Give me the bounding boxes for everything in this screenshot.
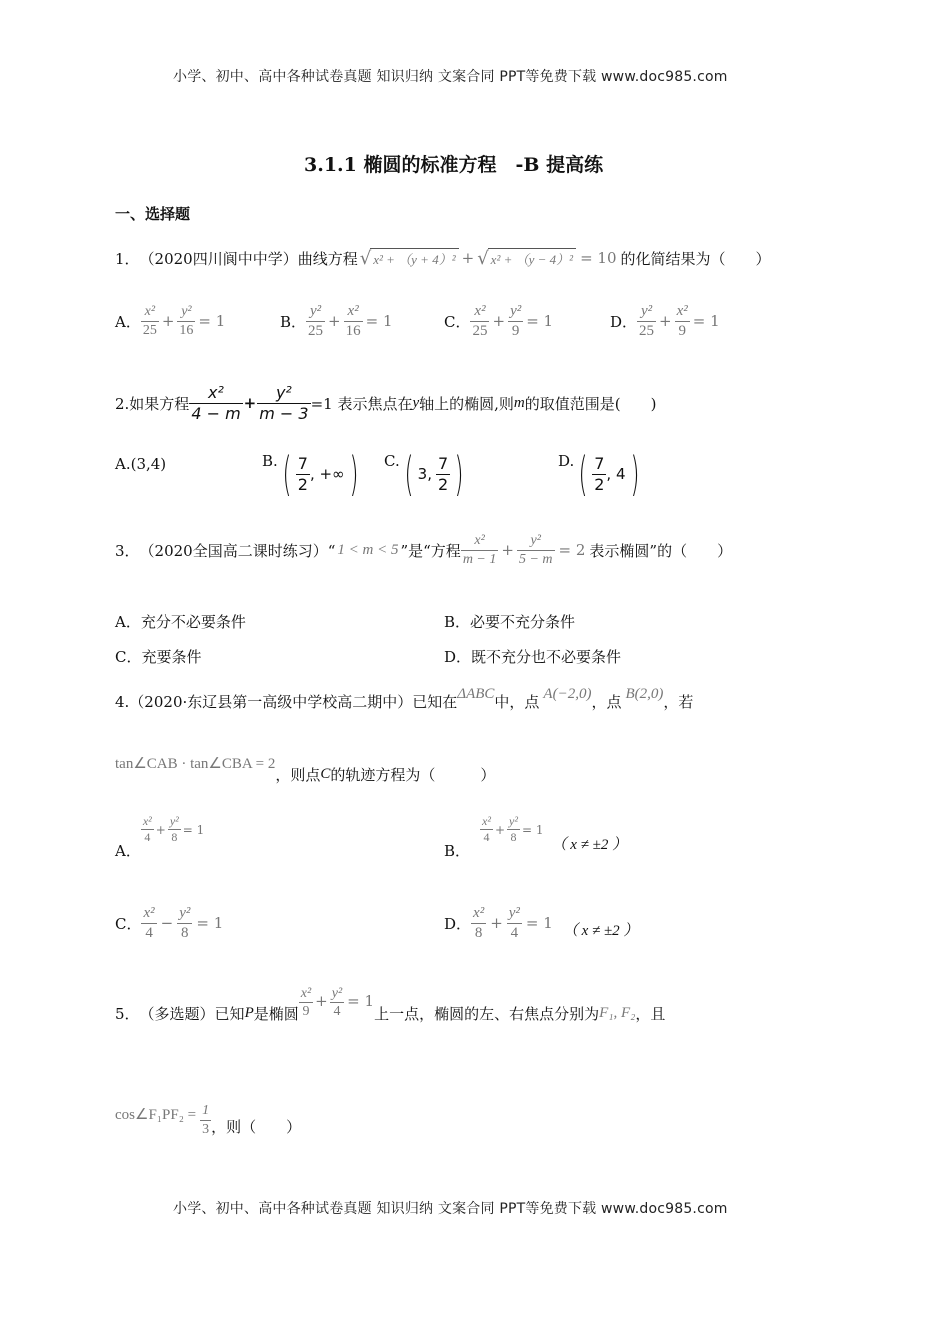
numerator: 7 <box>437 453 449 473</box>
q1-option-d[interactable]: D． $\frac{\text{y²}}{25}$ + $\frac{\text{x²}}{9}$ = 1 <box>610 303 720 339</box>
page-title: 3.1.1 椭圆的标准方程 -B 提高练 <box>304 154 604 176</box>
numerator: y² <box>309 303 322 319</box>
q3-tail: 表示椭圆”的（ ） <box>589 541 733 560</box>
triangle-abc: ΔABC <box>457 686 495 702</box>
q2-tail: 的取值范围是( ) <box>524 394 657 413</box>
denominator: 25 <box>308 322 324 339</box>
section-heading: 一、选择题 <box>115 205 191 223</box>
q4-line2-end: 的轨迹方程为（ ） <box>330 765 496 784</box>
numerator: y² <box>510 303 522 319</box>
q3-option-c[interactable]: C．充要条件 <box>115 648 202 666</box>
left-paren-icon: ( <box>404 447 414 501</box>
denominator: 2 <box>437 474 449 494</box>
q1-option-c[interactable]: C． $\frac{\text{x²}}{25}$ + $\frac{\text{y²}}{9}$ = 1 <box>444 303 554 339</box>
numerator: x² <box>347 303 359 319</box>
operator: + <box>494 822 506 837</box>
numerator: x² <box>142 814 152 828</box>
q1-option-a[interactable]: A． $\frac{\text{x²}}{25}$ + $\frac{\text{y²}}{16}$ = 1 <box>115 304 226 338</box>
q1-tail: 的化简结果为（ ） <box>620 249 771 268</box>
var-y: y <box>412 394 420 411</box>
sqrt-icon: √ <box>477 247 489 269</box>
q5-condition: cos∠F₁PF₂ = <box>115 1107 197 1123</box>
numerator: y² <box>509 814 518 828</box>
numerator: x² <box>143 905 155 921</box>
denominator: 16 <box>179 322 194 338</box>
page-footer: 小学、初中、高中各种试卷真题 知识归纳 文案合同 PPT等免费下载 www.doc985.com <box>173 1201 728 1217</box>
q1-rhs: = 10 <box>580 249 617 267</box>
rhs: = 1 <box>521 822 544 837</box>
denominator: 9 <box>678 322 686 339</box>
sqrt-icon: √ <box>359 247 372 269</box>
numerator: x² <box>473 905 485 921</box>
denominator: 4 <box>483 830 490 845</box>
question-5-line-2 <box>115 1095 301 1145</box>
numerator: x² <box>482 814 491 828</box>
q4-option-b[interactable] <box>444 815 627 861</box>
operator: + <box>490 914 503 932</box>
equals-one: = 1 <box>365 312 393 330</box>
rhs: = 1 <box>182 822 205 837</box>
q2-option-a[interactable]: A.(3,4) <box>115 455 167 473</box>
q5-line2-end: ，则（ ） <box>211 1117 302 1136</box>
numerator: x² <box>208 382 224 402</box>
denominator: 9 <box>302 1004 310 1020</box>
operator: − <box>160 914 174 932</box>
option-label: D． <box>444 914 472 933</box>
denominator: 2 <box>594 474 605 494</box>
numerator: y² <box>179 905 191 921</box>
denominator: 2 <box>297 474 308 494</box>
q1-number: 1． <box>115 249 140 268</box>
denominator: 4 <box>333 1004 341 1020</box>
q2-option-b[interactable] <box>262 448 363 500</box>
option-label: B. <box>262 452 278 470</box>
question-1 <box>115 241 771 275</box>
q1-option-b[interactable]: B． $\frac{\text{y²}}{25}$ + $\frac{\text{x²}}{16}$ = 1 <box>280 303 393 339</box>
interval-start: 3, <box>417 465 432 483</box>
q4-line2-tail: ，则点 <box>275 765 321 784</box>
q4-prefix: 4.（2020·东辽县第一高级中学校高二期中）已知在 <box>115 692 458 711</box>
left-paren-icon: ( <box>282 447 292 501</box>
denominator: 4 <box>510 924 519 941</box>
q4-condition: tan∠CAB · tan∠CBA = 2 <box>115 756 276 772</box>
q3-mid: ”是“方程 <box>400 541 461 560</box>
q4-option-d[interactable] <box>444 900 638 946</box>
q1-radicand-2: x² + （y − 4）² <box>488 248 576 268</box>
option-label: B． <box>280 312 307 331</box>
q4-mid: 中，点 <box>494 692 540 711</box>
denominator: 8 <box>510 830 517 845</box>
q3-option-b[interactable]: B．必要不充分条件 <box>444 613 576 631</box>
var-p: P <box>244 1004 254 1021</box>
numerator: y² <box>275 382 292 402</box>
q3-option-a[interactable]: A．充分不必要条件 <box>115 613 246 631</box>
q1-plus: + <box>461 249 475 267</box>
numerator: x² <box>300 986 312 1001</box>
rhs: = 1 <box>525 914 553 932</box>
numerator: 7 <box>594 453 605 473</box>
numerator: 7 <box>297 453 308 473</box>
q1-radicand-1: x² + （y + 4）² <box>370 248 458 268</box>
interval-rest: , +∞ <box>309 465 345 483</box>
numerator: y² <box>640 303 653 319</box>
q5-mid2: 上一点，椭圆的左、右焦点分别为 <box>374 1004 600 1023</box>
right-paren-icon: ) <box>454 447 464 501</box>
q5-prefix: （多选题）已知 <box>139 1004 245 1023</box>
numerator: y² <box>181 304 192 320</box>
option-label: B． <box>444 842 471 860</box>
question-5: 5． （多选题）已知 P 是椭圆 $\frac{\text{x²}}{9}$ + $\frac{\text{y²}}{4}$ = 1 上一点，椭圆的左、右焦点分别为 F₁, F₂ ，且 <box>115 986 666 1023</box>
operator: + <box>155 822 166 837</box>
question-4-line-2 <box>115 754 495 782</box>
equals-one: = 1 <box>692 312 720 330</box>
q1-source: （2020四川阆中中学）曲线方程 <box>139 249 358 268</box>
option-label: C． <box>115 914 142 933</box>
rhs: = 1 <box>196 914 224 932</box>
denominator: 25 <box>639 322 655 339</box>
denominator: 25 <box>472 322 488 339</box>
denominator: 4 − m <box>191 403 241 423</box>
q3-source: （2020全国高二课时练习）“ <box>139 541 336 560</box>
left-paren-icon: ( <box>578 447 588 501</box>
q2-option-c[interactable] <box>384 448 468 500</box>
foci: F₁, F₂ <box>599 1004 636 1021</box>
numerator: x² <box>474 303 486 319</box>
q4-option-a[interactable] <box>115 815 204 861</box>
question-2: 2.如果方程 $\frac{\text{x²}}{4 - m}$ + $\frac{\text{y²}}{m - 3}$ =1 表示焦点在 y 轴上的椭圆,则 m 的取值范围是( ) <box>115 382 657 423</box>
numerator: y² <box>530 533 541 549</box>
denominator: 3 <box>202 1121 210 1137</box>
q4-option-c[interactable] <box>115 900 223 946</box>
point-a: A(−2,0) <box>543 686 592 702</box>
q3-condition: 1 < m < 5 <box>337 541 399 558</box>
option-label: D. <box>558 452 575 470</box>
question-4 <box>115 686 693 716</box>
q5-rhs: = 1 <box>347 992 375 1010</box>
option-label: D． <box>610 312 638 331</box>
numerator: 1 <box>202 1103 210 1119</box>
q5-number: 5． <box>115 1004 140 1023</box>
point-b: B(2,0) <box>625 686 664 702</box>
q2-option-d[interactable] <box>558 448 643 500</box>
right-paren-icon: ) <box>629 447 639 501</box>
denominator: 4 <box>144 830 151 845</box>
numerator: y² <box>508 905 520 921</box>
numerator: x² <box>474 533 485 549</box>
q4-mid2: ，点 <box>591 692 622 711</box>
q5-tail: ，且 <box>635 1004 666 1023</box>
option-label: C. <box>384 452 400 470</box>
denominator: m − 3 <box>259 403 309 423</box>
q2-prefix: 2.如果方程 <box>115 394 190 413</box>
q4-tail: ，若 <box>663 692 694 711</box>
q5-mid: 是椭圆 <box>253 1004 299 1023</box>
denominator: 8 <box>474 924 483 941</box>
numerator: y² <box>331 986 343 1001</box>
option-label: C． <box>444 312 471 331</box>
q2-mid: =1 表示焦点在 <box>310 394 413 413</box>
denominator: 8 <box>171 830 178 845</box>
numerator: y² <box>169 814 179 828</box>
denominator: m − 1 <box>462 551 497 567</box>
page-header: 小学、初中、高中各种试卷真题 知识归纳 文案合同 PPT等免费下载 www.doc985.com <box>173 69 728 85</box>
numerator: x² <box>676 303 688 319</box>
denominator: 5 − m <box>518 551 553 567</box>
option-label: A． <box>115 312 141 331</box>
q3-rhs: = 2 <box>558 541 586 559</box>
denominator: 4 <box>145 924 153 941</box>
option-condition: （ x ≠ ±2 ） <box>562 922 639 939</box>
var-m: m <box>513 394 525 411</box>
equals-one: = 1 <box>198 312 226 330</box>
q2-mid2: 轴上的椭圆,则 <box>419 394 514 413</box>
numerator: x² <box>144 304 156 320</box>
q3-number: 3． <box>115 541 140 560</box>
right-paren-icon: ) <box>349 447 359 501</box>
q3-option-d[interactable]: D．既不充分也不必要条件 <box>444 648 622 666</box>
interval-rest: , 4 <box>606 465 626 483</box>
denominator: 25 <box>142 322 157 338</box>
option-condition: （ x ≠ ±2 ） <box>551 836 628 853</box>
denominator: 9 <box>511 322 520 339</box>
denominator: 16 <box>345 322 361 339</box>
option-label: A． <box>115 842 141 860</box>
var-c: C <box>320 765 331 782</box>
question-3: 3． （2020全国高二课时练习）“ 1 < m < 5 ”是“方程 $\frac{\text{x²}}{m - 1}$ + $\frac{\text{y²}}{5 - m}$ = 2 表示椭圆”的（ ） <box>115 533 733 567</box>
equals-one: = 1 <box>526 312 554 330</box>
denominator: 8 <box>181 924 189 941</box>
